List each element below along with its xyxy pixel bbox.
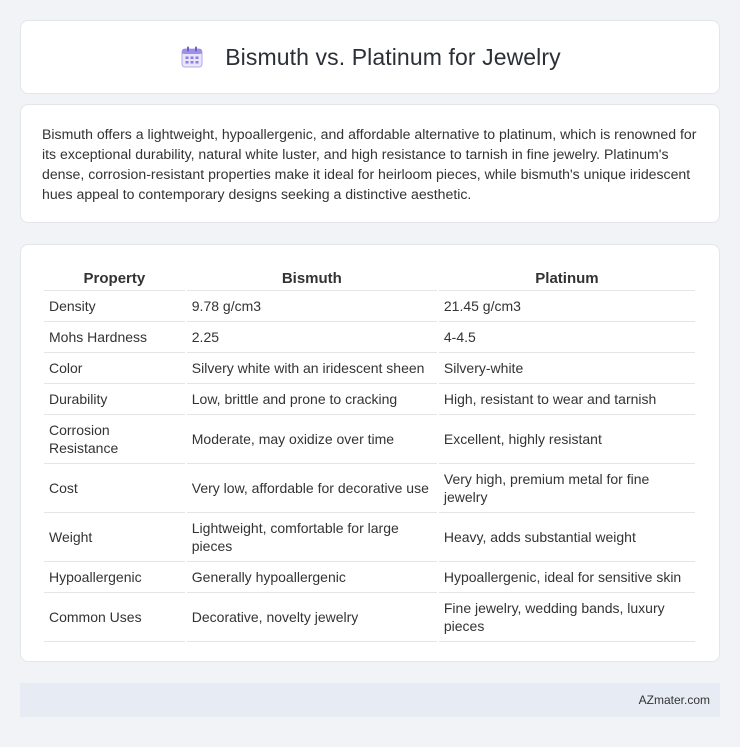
platinum-cell: Heavy, adds substantial weight bbox=[439, 513, 695, 562]
column-header-platinum: Platinum bbox=[439, 265, 695, 291]
table-header-row bbox=[44, 265, 695, 291]
property-cell: Color bbox=[44, 353, 185, 384]
platinum-cell: Hypoallergenic, ideal for sensitive skin bbox=[439, 562, 695, 593]
table-row bbox=[44, 562, 695, 593]
bismuth-cell: Low, brittle and prone to cracking bbox=[187, 384, 437, 415]
platinum-cell: Silvery-white bbox=[439, 353, 695, 384]
platinum-cell: High, resistant to wear and tarnish bbox=[439, 384, 695, 415]
platinum-cell: Very high, premium metal for fine jewelry bbox=[439, 464, 695, 513]
table-row bbox=[44, 291, 695, 322]
bismuth-cell: Moderate, may oxidize over time bbox=[187, 415, 437, 464]
title-wrap bbox=[179, 44, 561, 71]
table-row bbox=[44, 415, 695, 464]
property-cell: Corrosion Resistance bbox=[44, 415, 185, 464]
header-card bbox=[20, 20, 720, 94]
property-cell: Durability bbox=[44, 384, 185, 415]
table-row bbox=[44, 513, 695, 562]
table-row bbox=[44, 384, 695, 415]
property-cell: Hypoallergenic bbox=[44, 562, 185, 593]
bismuth-cell: 2.25 bbox=[187, 322, 437, 353]
page-title: Bismuth vs. Platinum for Jewelry bbox=[225, 43, 561, 70]
footer-brand[interactable]: AZmater.com bbox=[638, 693, 710, 707]
property-cell: Density bbox=[44, 291, 185, 322]
column-header-bismuth: Bismuth bbox=[187, 265, 437, 291]
table-row bbox=[44, 322, 695, 353]
table-row bbox=[44, 593, 695, 642]
bismuth-cell: Decorative, novelty jewelry bbox=[187, 593, 437, 642]
platinum-cell: 4-4.5 bbox=[439, 322, 695, 353]
intro-text: Bismuth offers a lightweight, hypoallergenic, and affordable alternative to platinum, which is renowned for its exceptional durability, natural white luster, and high resistance to tarnish in fine jewelry. Platinum's dense, corrosion-resistant properties make it ideal for heirloom pieces, while bismuth's unique iridescent hues appeal to contemporary designs seeking a distinctive aesthetic. bbox=[42, 126, 697, 202]
column-header-property: Property bbox=[44, 265, 185, 291]
table-row bbox=[44, 353, 695, 384]
property-cell: Weight bbox=[44, 513, 185, 562]
calendar-icon bbox=[179, 44, 205, 70]
footer-bar bbox=[20, 683, 720, 717]
platinum-cell: 21.45 g/cm3 bbox=[439, 291, 695, 322]
comparison-table-card bbox=[20, 244, 720, 662]
platinum-cell: Excellent, highly resistant bbox=[439, 415, 695, 464]
bismuth-cell: 9.78 g/cm3 bbox=[187, 291, 437, 322]
bismuth-cell: Very low, affordable for decorative use bbox=[187, 464, 437, 513]
comparison-table bbox=[42, 265, 697, 642]
property-cell: Mohs Hardness bbox=[44, 322, 185, 353]
intro-card bbox=[20, 104, 720, 223]
bismuth-cell: Lightweight, comfortable for large pieces bbox=[187, 513, 437, 562]
table-row bbox=[44, 464, 695, 513]
platinum-cell: Fine jewelry, wedding bands, luxury pieces bbox=[439, 593, 695, 642]
property-cell: Cost bbox=[44, 464, 185, 513]
bismuth-cell: Generally hypoallergenic bbox=[187, 562, 437, 593]
property-cell: Common Uses bbox=[44, 593, 185, 642]
bismuth-cell: Silvery white with an iridescent sheen bbox=[187, 353, 437, 384]
